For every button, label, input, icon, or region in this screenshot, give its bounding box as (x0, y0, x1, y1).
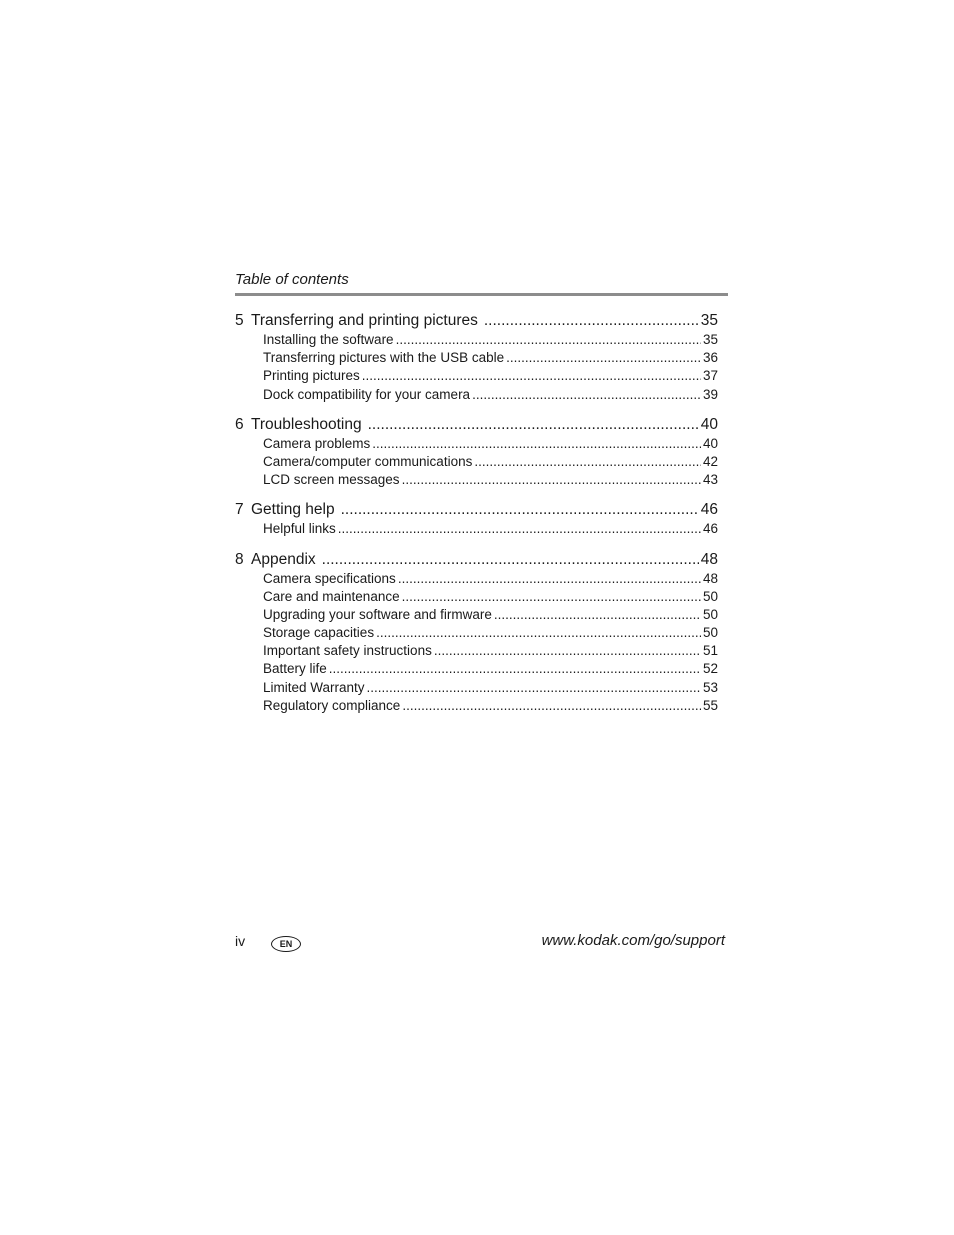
chapter-number: 7 (235, 501, 244, 519)
item-page: 52 (702, 661, 718, 677)
dot-leader (372, 435, 701, 453)
dot-leader (338, 520, 701, 538)
dot-leader (398, 570, 701, 588)
toc-item[interactable] (235, 331, 718, 349)
toc-chapter[interactable] (235, 550, 718, 570)
dot-leader (322, 550, 699, 570)
dot-leader (484, 311, 699, 331)
toc-item[interactable] (235, 386, 718, 404)
item-title: Storage capacities (263, 625, 375, 641)
item-page: 50 (702, 625, 718, 641)
dot-leader (341, 500, 699, 520)
toc-section-5 (235, 311, 718, 404)
item-title: Helpful links (263, 521, 336, 537)
item-page: 50 (702, 588, 718, 604)
dot-leader (434, 642, 701, 660)
dot-leader (474, 453, 701, 471)
item-title: Limited Warranty (263, 679, 365, 695)
chapter-number: 5 (235, 312, 244, 329)
dot-leader (376, 624, 701, 642)
item-page: 51 (702, 643, 718, 659)
item-page: 50 (702, 606, 718, 622)
item-title: Transferring pictures with the USB cable (263, 350, 505, 366)
dot-leader (506, 349, 701, 367)
toc-item[interactable] (235, 606, 718, 624)
item-title: Printing pictures (263, 368, 360, 384)
chapter-title: Appendix (251, 550, 316, 568)
toc-item[interactable] (235, 453, 718, 471)
item-page: 42 (702, 453, 718, 469)
toc-item[interactable] (235, 435, 718, 453)
item-title: Camera specifications (263, 570, 396, 586)
item-title: Installing the software (263, 332, 394, 347)
item-title: LCD screen messages (263, 472, 400, 488)
dot-leader (368, 415, 699, 435)
item-title: Care and maintenance (263, 588, 400, 604)
dot-leader (396, 331, 701, 349)
toc-item[interactable] (235, 642, 718, 660)
item-title: Camera/computer communications (263, 453, 473, 469)
item-page: 36 (702, 350, 718, 366)
language-badge: EN (271, 936, 301, 952)
dot-leader (402, 697, 701, 715)
item-page: 48 (702, 570, 718, 586)
dot-leader (402, 588, 701, 606)
toc-item[interactable] (235, 679, 718, 697)
toc-item[interactable] (235, 367, 718, 385)
chapter-title: Getting help (251, 501, 335, 519)
toc-item[interactable] (235, 624, 718, 642)
chapter-page: 40 (700, 415, 718, 433)
item-page: 39 (702, 386, 718, 402)
dot-leader (494, 606, 701, 624)
toc-item[interactable] (235, 697, 718, 715)
dot-leader (329, 660, 701, 678)
chapter-page: 46 (700, 501, 718, 519)
item-page: 43 (702, 472, 718, 488)
toc-item[interactable] (235, 588, 718, 606)
footer-page-number: iv (235, 933, 246, 949)
header-rule (235, 293, 728, 296)
toc-item[interactable] (235, 471, 718, 489)
toc-chapter[interactable] (235, 415, 718, 435)
dot-leader (472, 386, 701, 404)
item-title: Upgrading your software and firmware (263, 606, 492, 622)
toc-item[interactable] (235, 660, 718, 678)
item-title: Battery life (263, 661, 327, 677)
toc-item[interactable] (235, 520, 718, 538)
item-page: 46 (702, 521, 718, 537)
chapter-number: 6 (235, 415, 244, 433)
footer-url-link[interactable]: www.kodak.com/go/support (541, 932, 725, 949)
item-page: 40 (702, 435, 718, 451)
chapter-page: 35 (700, 312, 718, 329)
dot-leader (362, 367, 701, 385)
toc-chapter[interactable] (235, 311, 718, 331)
toc-item[interactable] (235, 349, 718, 367)
item-page: 53 (702, 679, 718, 695)
item-page: 35 (702, 332, 718, 347)
item-title: Important safety instructions (263, 643, 432, 659)
toc-item[interactable] (235, 570, 718, 588)
chapter-number: 8 (235, 550, 244, 568)
item-title: Camera problems (263, 435, 371, 451)
item-title: Regulatory compliance (263, 697, 401, 713)
toc-section-7 (235, 500, 718, 538)
item-page: 55 (702, 697, 718, 713)
header-title: Table of contents (235, 271, 349, 288)
dot-leader (367, 679, 701, 697)
item-page: 37 (702, 368, 718, 384)
chapter-title: Troubleshooting (251, 415, 362, 433)
chapter-page: 48 (700, 550, 718, 568)
toc-chapter[interactable] (235, 500, 718, 520)
table-of-contents (235, 311, 718, 726)
toc-section-8 (235, 550, 718, 716)
toc-section-6 (235, 415, 718, 490)
dot-leader (402, 471, 701, 489)
chapter-title: Transferring and printing pictures (251, 312, 478, 329)
item-title: Dock compatibility for your camera (263, 386, 471, 402)
